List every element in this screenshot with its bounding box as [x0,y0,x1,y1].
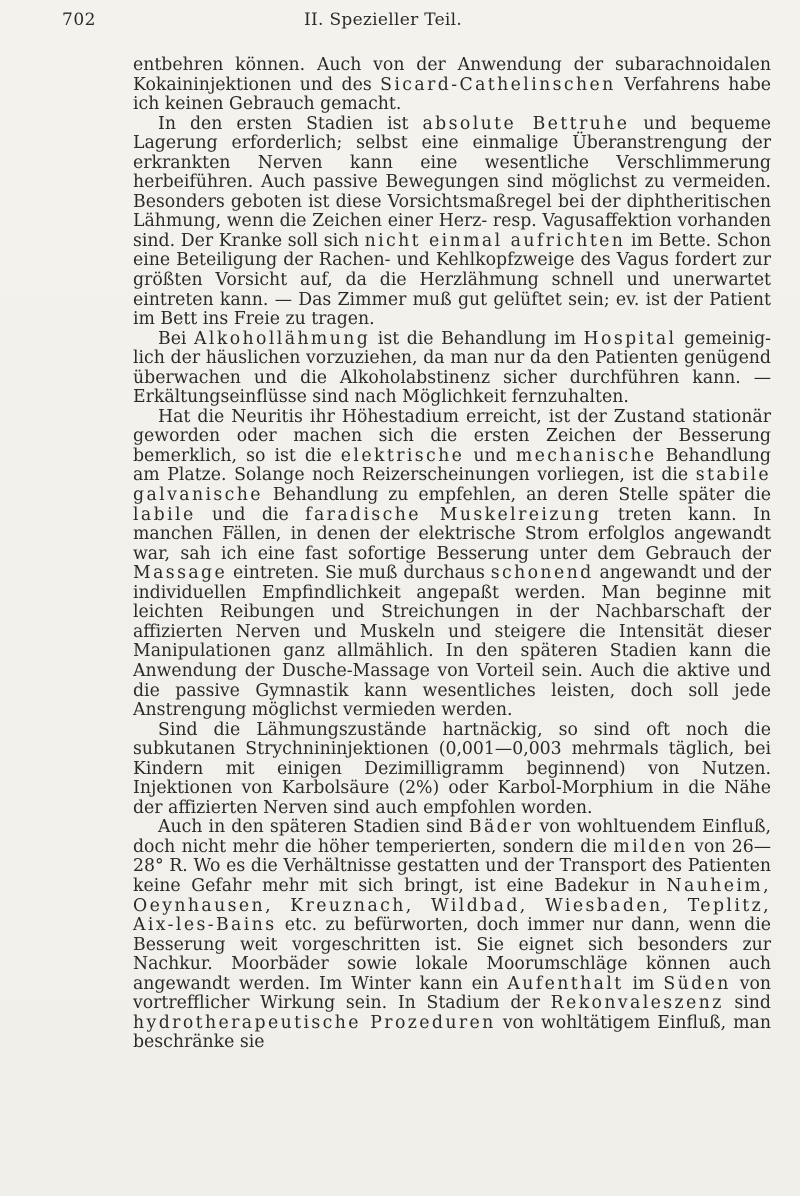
text-run: von wohltätigem Einfluß, man beschränke sie [133,1012,771,1053]
text-run: von wohltuendem Einfluß, doch nicht mehr die höher temperierten, sondern die [133,817,771,857]
spaced-emphasis-text: Nauheim, Oeynhausen, Kreuznach, Wildbad, Wiesbaden, Teplitz, Aix-les-Bains [133,875,771,936]
paragraph [133,115,771,330]
text-run: im Bette. Schon eine Beteiligung der Rachen- und Kehlkopfzweige des Vagus fordert zur größten Vorsicht auf, da die Herzlähmung schnell und unerwartet eintreten kann. — Das Zimmer muß gut gelüftet sein; ev. ist der Patient im Bett ins Freie zu tragen. [133,230,771,330]
spaced-emphasis-text: milden [613,836,688,857]
text-run: Behandlung zu empfehlen, an deren Stelle später die [262,485,771,506]
spaced-emphasis-text: Rekonvaleszenz [550,993,724,1014]
text-run: entbehren können. Auch von der Anwendung der subarachnoidalen Kokaininjektionen und des [133,55,771,95]
spaced-emphasis-text: faradische Muskelreizung [305,504,602,525]
text-run: und bequeme Lagerung erforderlich; selbst eine einmalige Überanstrengung der erkrankten Nerven kann eine wesentliche Verschlimmerung herbeiführen. Auch passive Bewegungen sind möglichst zu vermeiden. Besonders geboten ist diese Vorsichtsmaßregel bei der diphtheritischen Lähmung, wenn die Zeichen einer Herz- resp. Vagusaffektion vorhanden sind. Der Kranke soll sich [133,113,771,251]
spaced-emphasis-text: Hospital [583,328,677,349]
spaced-emphasis-text: Alkohollähmung [194,328,371,349]
text-run: von vortrefflicher Wirkung sein. In Stadium der [133,973,771,1014]
body-text [133,56,771,1053]
spaced-emphasis-text: Sicard-Cathelinschen [380,74,616,95]
text-run: sind [723,993,771,1014]
text-run: und [464,445,516,466]
text-run: Sind die Lähmungszustände hartnäckig, so sind oft noch die subkutanen Strychnininjektionen (0,001—0,003 mehrmals täglich, bei Kindern mit einigen Dezimilligramm beginnend) von Nutzen. Injektionen von Karbolsäure (2%) oder Karbol-Morphium in die Nähe der affizierten Nerven sind auch empfohlen worden. [133,719,771,818]
spaced-emphasis-text: absolute Bettruhe [422,113,630,134]
text-run: von 26—28° R. Wo es die Verhältnisse gestatten und der Transport des Patienten keine Gefahr mehr mit sich bringt, ist eine Badekur in [133,836,771,896]
text-run: Hat die Neuritis ihr Höhestadium erreicht, ist der Zustand stationär geworden oder machen sich die ersten Zeichen der Besserung bemerklich, so ist die [133,406,771,466]
text-run: angewandt und der individuellen Empfindlichkeit angepaßt werden. Man beginne mit leichten Reibungen und Streichungen in der Nachbarschaft der affizierten Nerven und Muskeln und steigere die Intensität dieser Manipulationen ganz allmählich. In den späteren Stadien kann die Anwendung der Dusche-Massage von Vorteil sein. Auch die aktive und die passive Gymnastik kann wesentliches leisten, doch soll jede Anstrengung möglichst vermieden werden. [133,563,771,721]
spaced-emphasis-text: Massage [133,563,228,584]
paragraph [133,330,771,408]
spaced-emphasis-text: Bäder [468,817,534,838]
section-title: II. Spezieller Teil. [304,10,463,30]
spaced-emphasis-text: schonend [490,563,594,584]
spaced-emphasis-text: labile [133,504,196,525]
text-run: gemeinig-lich der häuslichen vorzuziehen, da man nur da den Patienten genügend überwachen und die Alkoholabstinenz sicher durchführen kann. — Erkältungseinflüsse sind nach Möglichkeit fernzuhalten. [133,328,772,408]
text-run: In den ersten Stadien ist [158,113,423,134]
paragraph [133,56,771,115]
spaced-emphasis-text: mechanische [515,445,657,466]
paragraph [133,721,771,819]
text-run: etc. zu befürworten, doch immer nur dann, wenn die Besserung weit vorgeschritten ist. Sie eignet sich besonders zur Nachkur. Moorbäder sowie lokale Moorumschläge können auch angewandt werden. Im Winter kann ein [133,915,771,994]
spaced-emphasis-text: nicht einmal aufrichten [364,230,626,251]
text-run: Bei [158,328,195,349]
text-run: eintreten. Sie muß durchaus [227,563,491,584]
paragraph [133,408,771,721]
running-head [62,10,760,38]
text-run: Behandlung am Platze. Solange noch Reizerscheinungen vorliegen, ist die [133,445,771,486]
spaced-emphasis-text: Aufenthalt [507,973,624,994]
page-number: 702 [62,10,96,30]
text-run: im [623,973,664,994]
text-run: treten kann. In manchen Fällen, in denen der elektrische Strom erfolglos angewandt war, sah ich eine fast sofortige Besserung unter dem Gebrauch der [133,504,772,564]
spaced-emphasis-text: elektrische [340,445,465,466]
text-run: ist die Behandlung im [370,328,584,349]
text-run: und die [195,504,306,525]
spaced-emphasis-text: stabile galvanische [133,465,771,506]
text-run: Auch in den späteren Stadien sind [158,817,469,838]
spaced-emphasis-text: Süden [663,973,731,994]
paragraph [133,818,771,1053]
spaced-emphasis-text: hydrotherapeutische Prozeduren [133,1012,496,1033]
text-run: Verfahrens habe ich keinen Gebrauch gemacht. [133,74,771,115]
